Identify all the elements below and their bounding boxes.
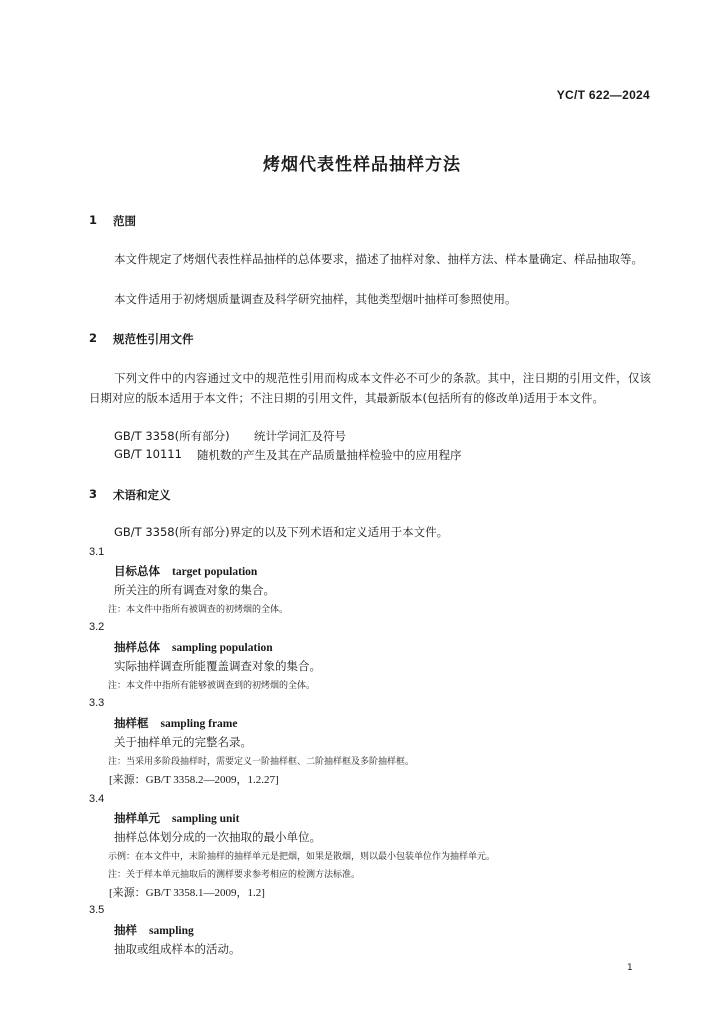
term-zh: 目标总体: [114, 564, 160, 578]
term-en: sampling: [149, 925, 194, 937]
term-number: 3.1: [89, 546, 105, 558]
term-zh: 抽样单元: [114, 811, 160, 825]
term-heading: [114, 563, 257, 579]
term-number: 3.5: [89, 904, 105, 916]
term-en: sampling population: [172, 642, 273, 654]
section-number: 3: [89, 487, 98, 501]
term-definition: 实际抽样调查所能覆盖调查对象的集合。: [114, 659, 321, 673]
term-heading: [114, 922, 194, 938]
term-zh: 抽样: [114, 923, 137, 937]
term-en: sampling unit: [172, 813, 240, 825]
section-title: 范围: [113, 214, 136, 228]
term-number: 3.4: [89, 793, 105, 805]
term-zh: 抽样框: [114, 716, 149, 730]
standard-code: YC/T 622—2024: [556, 88, 650, 102]
reference-code: GB/T 3358(所有部分): [114, 429, 230, 443]
term-definition: 抽取或组成样本的活动。: [114, 942, 241, 956]
term-note: 注：当采用多阶段抽样时，需要定义一阶抽样框、二阶抽样框及多阶抽样框。: [108, 757, 415, 767]
page-number: 1: [627, 963, 633, 973]
term-number: 3.3: [89, 697, 105, 709]
term-definition: 抽样总体划分成的一次抽取的最小单位。: [114, 830, 321, 844]
term-example: 示例：在本文件中，末阶抽样的抽样单元是把烟，如果是散烟，则以最小包装单位作为抽样单元。: [108, 852, 496, 862]
term-en: target population: [172, 566, 258, 578]
reference-title: 随机数的产生及其在产品质量抽样检验中的应用程序: [197, 448, 462, 462]
term-zh: 抽样总体: [114, 640, 160, 654]
term-heading: [114, 715, 237, 731]
term-heading: [114, 639, 273, 655]
term-number: 3.2: [89, 621, 105, 633]
term-source: [来源：GB/T 3358.2—2009，1.2.27]: [109, 774, 279, 786]
term-heading: [114, 810, 239, 826]
term-definition: 所关注的所有调查对象的集合。: [114, 583, 275, 597]
reference-title: 统计学词汇及符号: [254, 429, 346, 443]
section-intro: GB/T 3358(所有部分)界定的以及下列术语和定义适用于本文件。: [114, 525, 449, 539]
term-note: 注：本文件中指所有能够被调查到的初烤烟的全体。: [108, 681, 316, 691]
term-note: 注：本文件中指所有被调查的初烤烟的全体。: [108, 605, 289, 615]
term-definition: 关于抽样单元的完整名录。: [114, 735, 252, 749]
document-title: 烤烟代表性样品抽样方法: [263, 155, 461, 175]
section-number: 2: [89, 331, 98, 345]
term-en: sampling frame: [160, 718, 238, 730]
paragraph: 本文件规定了烤烟代表性样品抽样的总体要求，描述了抽样对象、抽样方法、样本量确定、样品抽取等。: [114, 252, 643, 266]
reference-code: GB/T 10111: [114, 447, 182, 461]
paragraph: 下列文件中的内容通过文中的规范性引用而构成本文件必不可少的条款。其中，注日期的引用文件，仅该日期对应的版本适用于本文件；不注日期的引用文件，其最新版本(包括所有的修改单)适用于本文件。: [89, 371, 651, 405]
term-note: 注：关于样本单元抽取后的测样要求参考相应的检测方法标准。: [108, 870, 361, 880]
section-title: 术语和定义: [113, 488, 171, 502]
section-number: 1: [89, 213, 98, 227]
term-source: [来源：GB/T 3358.1—2009，1.2]: [109, 887, 265, 899]
paragraph: 本文件适用于初烤烟质量调查及科学研究抽样，其他类型烟叶抽样可参照使用。: [114, 292, 517, 306]
section-title: 规范性引用文件: [113, 332, 194, 346]
